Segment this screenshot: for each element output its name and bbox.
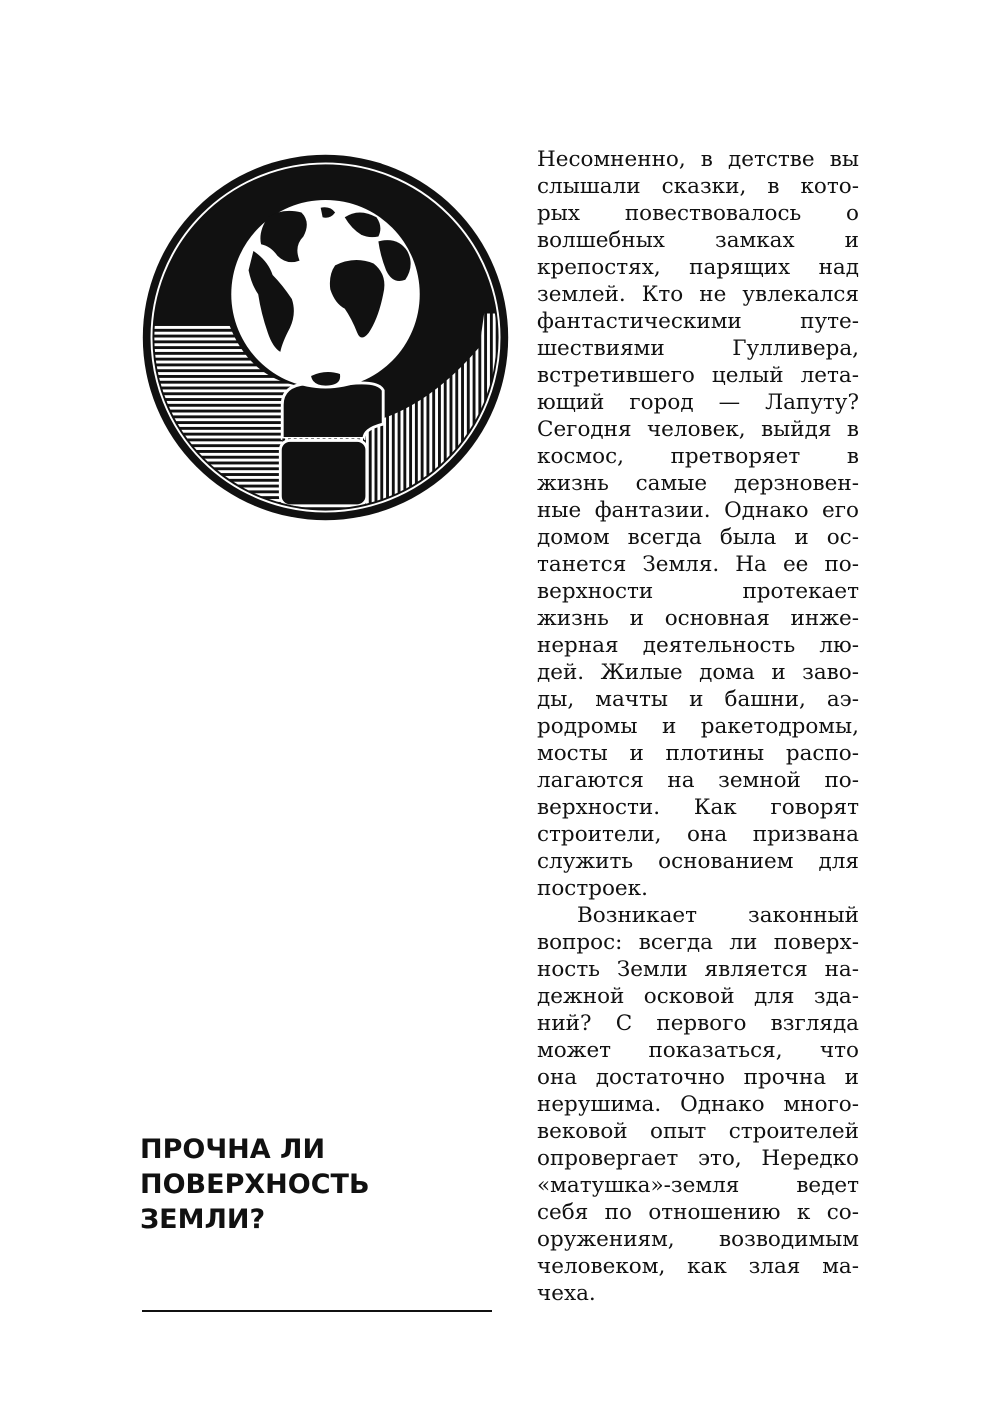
- word: и: [629, 606, 644, 631]
- word: построек.: [537, 876, 648, 901]
- word: человек,: [646, 417, 746, 442]
- word: и: [689, 687, 704, 712]
- word: строителей: [728, 1119, 859, 1144]
- word: выйдя: [761, 417, 832, 442]
- word: парящих: [689, 255, 791, 280]
- word: Несомненно,: [537, 147, 686, 172]
- text-line: [537, 767, 859, 794]
- word: человеком,: [537, 1254, 666, 1279]
- word: она: [687, 822, 728, 847]
- word: и: [794, 525, 809, 550]
- text-line: [537, 524, 859, 551]
- text-line: [537, 686, 859, 713]
- word: вопрос:: [537, 930, 623, 955]
- word: зда-: [813, 984, 859, 1009]
- text-line: [537, 794, 859, 821]
- word: оружениям,: [537, 1227, 675, 1252]
- word: лета-: [800, 363, 859, 388]
- word: злая: [748, 1254, 801, 1279]
- text-line: [537, 497, 859, 524]
- word: встретившего: [537, 363, 695, 388]
- word: и: [771, 660, 786, 685]
- word: волшебных: [537, 228, 665, 253]
- word: взгляда: [770, 1011, 859, 1036]
- heading-divider: [142, 1310, 492, 1312]
- text-line: [537, 470, 859, 497]
- word: о: [846, 201, 859, 226]
- word: возводимым: [719, 1227, 859, 1252]
- word: его: [822, 498, 859, 523]
- word: ракетодромы,: [700, 714, 859, 739]
- word: домом: [537, 525, 610, 550]
- word: по-: [824, 552, 859, 577]
- text-line: [537, 902, 859, 929]
- word: была: [719, 525, 777, 550]
- word: дерзновен-: [733, 471, 859, 496]
- word: нерушима.: [537, 1092, 662, 1117]
- word: кото-: [800, 174, 859, 199]
- word: на: [667, 768, 695, 793]
- word: мачты: [595, 687, 669, 712]
- word: Однако: [680, 1092, 765, 1117]
- word: в: [700, 147, 713, 172]
- word: в: [846, 417, 859, 442]
- word: поверх-: [773, 930, 859, 955]
- word: всегда: [638, 930, 713, 955]
- word: ность: [537, 957, 600, 982]
- word: ее: [782, 552, 809, 577]
- word: ды,: [537, 687, 575, 712]
- word: целый: [711, 363, 784, 388]
- word: Возникает: [577, 903, 698, 928]
- word: заво-: [802, 660, 859, 685]
- word: в: [846, 444, 859, 469]
- text-line: [537, 443, 859, 470]
- word: фантастическими: [537, 309, 742, 334]
- word: город: [629, 390, 694, 415]
- text-line: [537, 200, 859, 227]
- word: призвана: [752, 822, 859, 847]
- text-line: [537, 713, 859, 740]
- heading-line: ПОВЕРХНОСТЬ: [140, 1169, 370, 1200]
- word: увлекался: [742, 282, 859, 307]
- word: Жилые: [600, 660, 683, 685]
- word: дома: [699, 660, 755, 685]
- text-line: [537, 308, 859, 335]
- word: нерная: [537, 633, 619, 658]
- word: верхности: [537, 579, 654, 604]
- text-line: [537, 1118, 859, 1145]
- word: дежной: [537, 984, 625, 1009]
- word: ведет: [796, 1173, 859, 1198]
- word: протекает: [742, 579, 859, 604]
- word: путе-: [800, 309, 859, 334]
- word: детстве: [728, 147, 815, 172]
- word: это,: [697, 1146, 742, 1171]
- word: танется: [537, 552, 627, 577]
- word: замках: [714, 228, 795, 253]
- word: себя: [537, 1200, 589, 1225]
- word: для: [818, 849, 859, 874]
- word: опровергает: [537, 1146, 679, 1171]
- text-line: [537, 416, 859, 443]
- heading-line: ПРОЧНА ЛИ: [140, 1134, 326, 1165]
- heading-line: ЗЕМЛИ?: [140, 1204, 266, 1235]
- word: законный: [747, 903, 859, 928]
- text-line: [537, 740, 859, 767]
- word: жизнь: [537, 471, 609, 496]
- word: претворяет: [670, 444, 801, 469]
- word: много-: [783, 1092, 859, 1117]
- word: Однако: [724, 498, 809, 523]
- word: распо-: [785, 741, 859, 766]
- word: Сегодня: [537, 417, 632, 442]
- word: лагаются: [537, 768, 644, 793]
- text-line: [537, 821, 859, 848]
- text-line: [537, 929, 859, 956]
- word: ма-: [822, 1254, 859, 1279]
- body-text: [537, 146, 859, 1307]
- word: С: [615, 1011, 633, 1036]
- word: достаточно: [595, 1065, 725, 1090]
- text-line: [537, 956, 859, 983]
- word: опыт: [650, 1119, 707, 1144]
- word: как: [687, 1254, 727, 1279]
- word: ли: [729, 930, 758, 955]
- word: Кто: [641, 282, 684, 307]
- word: показаться,: [648, 1038, 783, 1063]
- word: к: [796, 1200, 811, 1225]
- text-line: [537, 659, 859, 686]
- word: вековой: [537, 1119, 628, 1144]
- word: землей.: [537, 282, 626, 307]
- word: ос-: [826, 525, 859, 550]
- text-line: [537, 335, 859, 362]
- word: инже-: [790, 606, 859, 631]
- word: Лапуту?: [765, 390, 859, 415]
- word: самые: [635, 471, 708, 496]
- text-line: [537, 1010, 859, 1037]
- word: Как: [693, 795, 737, 820]
- word: слышали: [537, 174, 641, 199]
- word: повествовалось: [624, 201, 802, 226]
- word: Земли: [616, 957, 688, 982]
- word: крепостях,: [537, 255, 661, 280]
- text-line: [537, 1253, 859, 1280]
- text-line: [537, 1172, 859, 1199]
- word: над: [818, 255, 859, 280]
- word: деятельность: [642, 633, 796, 658]
- word: основанием: [658, 849, 794, 874]
- word: ний?: [537, 1011, 592, 1036]
- word: основная: [664, 606, 770, 631]
- word: —: [718, 390, 741, 415]
- word: осковой: [643, 984, 735, 1009]
- word: может: [537, 1038, 612, 1063]
- word: она: [537, 1065, 578, 1090]
- word: является: [704, 957, 808, 982]
- text-line: [537, 173, 859, 200]
- text-line: [537, 389, 859, 416]
- word: со-: [826, 1200, 859, 1225]
- text-line: [537, 146, 859, 173]
- word: всегда: [627, 525, 702, 550]
- word: на-: [824, 957, 859, 982]
- globe-question-mark-illustration: [138, 150, 513, 525]
- word: что: [819, 1038, 859, 1063]
- text-line: [537, 254, 859, 281]
- text-line: [537, 875, 859, 902]
- word: мосты: [537, 741, 608, 766]
- word: космос,: [537, 444, 624, 469]
- word: служить: [537, 849, 634, 874]
- word: ные: [537, 498, 582, 523]
- word: в: [767, 174, 780, 199]
- text-line: [537, 1145, 859, 1172]
- text-line: [537, 578, 859, 605]
- text-line: [537, 632, 859, 659]
- text-line: [537, 983, 859, 1010]
- word: Нередко: [761, 1146, 859, 1171]
- word: верхности.: [537, 795, 661, 820]
- text-line: [537, 362, 859, 389]
- text-line: [537, 551, 859, 578]
- word: чеха.: [537, 1281, 596, 1306]
- word: земной: [718, 768, 801, 793]
- word: отношению: [648, 1200, 781, 1225]
- word: говорят: [770, 795, 859, 820]
- text-line: [537, 1226, 859, 1253]
- word: плотины: [665, 741, 765, 766]
- text-line: [537, 848, 859, 875]
- word: фантазии.: [594, 498, 711, 523]
- word: «матушка»-земля: [537, 1173, 740, 1198]
- word: На: [735, 552, 767, 577]
- word: жизнь: [537, 606, 609, 631]
- word: лю-: [819, 633, 859, 658]
- word: ющий: [537, 390, 605, 415]
- text-line: [537, 1280, 859, 1307]
- word: Земля.: [642, 552, 720, 577]
- word: первого: [656, 1011, 747, 1036]
- text-line: [537, 1064, 859, 1091]
- word: строители,: [537, 822, 662, 847]
- word: родромы: [537, 714, 638, 739]
- word: и: [661, 714, 677, 739]
- word: башни,: [724, 687, 806, 712]
- section-heading: [140, 1132, 500, 1237]
- word: и: [844, 1065, 859, 1090]
- word: и: [629, 741, 644, 766]
- word: сказки,: [661, 174, 747, 199]
- word: не: [699, 282, 727, 307]
- word: и: [844, 228, 859, 253]
- word: для: [754, 984, 795, 1009]
- word: Гулливера,: [732, 336, 859, 361]
- word: прочна: [743, 1065, 827, 1090]
- word: шествиями: [537, 336, 665, 361]
- text-line: [537, 1199, 859, 1226]
- text-line: [537, 281, 859, 308]
- text-line: [537, 1037, 859, 1064]
- word: по-: [824, 768, 859, 793]
- text-line: [537, 605, 859, 632]
- word: по: [604, 1200, 632, 1225]
- word: дей.: [537, 660, 585, 685]
- text-line: [537, 1091, 859, 1118]
- text-line: [537, 227, 859, 254]
- word: вы: [829, 147, 859, 172]
- word: аэ-: [826, 687, 859, 712]
- word: рых: [537, 201, 580, 226]
